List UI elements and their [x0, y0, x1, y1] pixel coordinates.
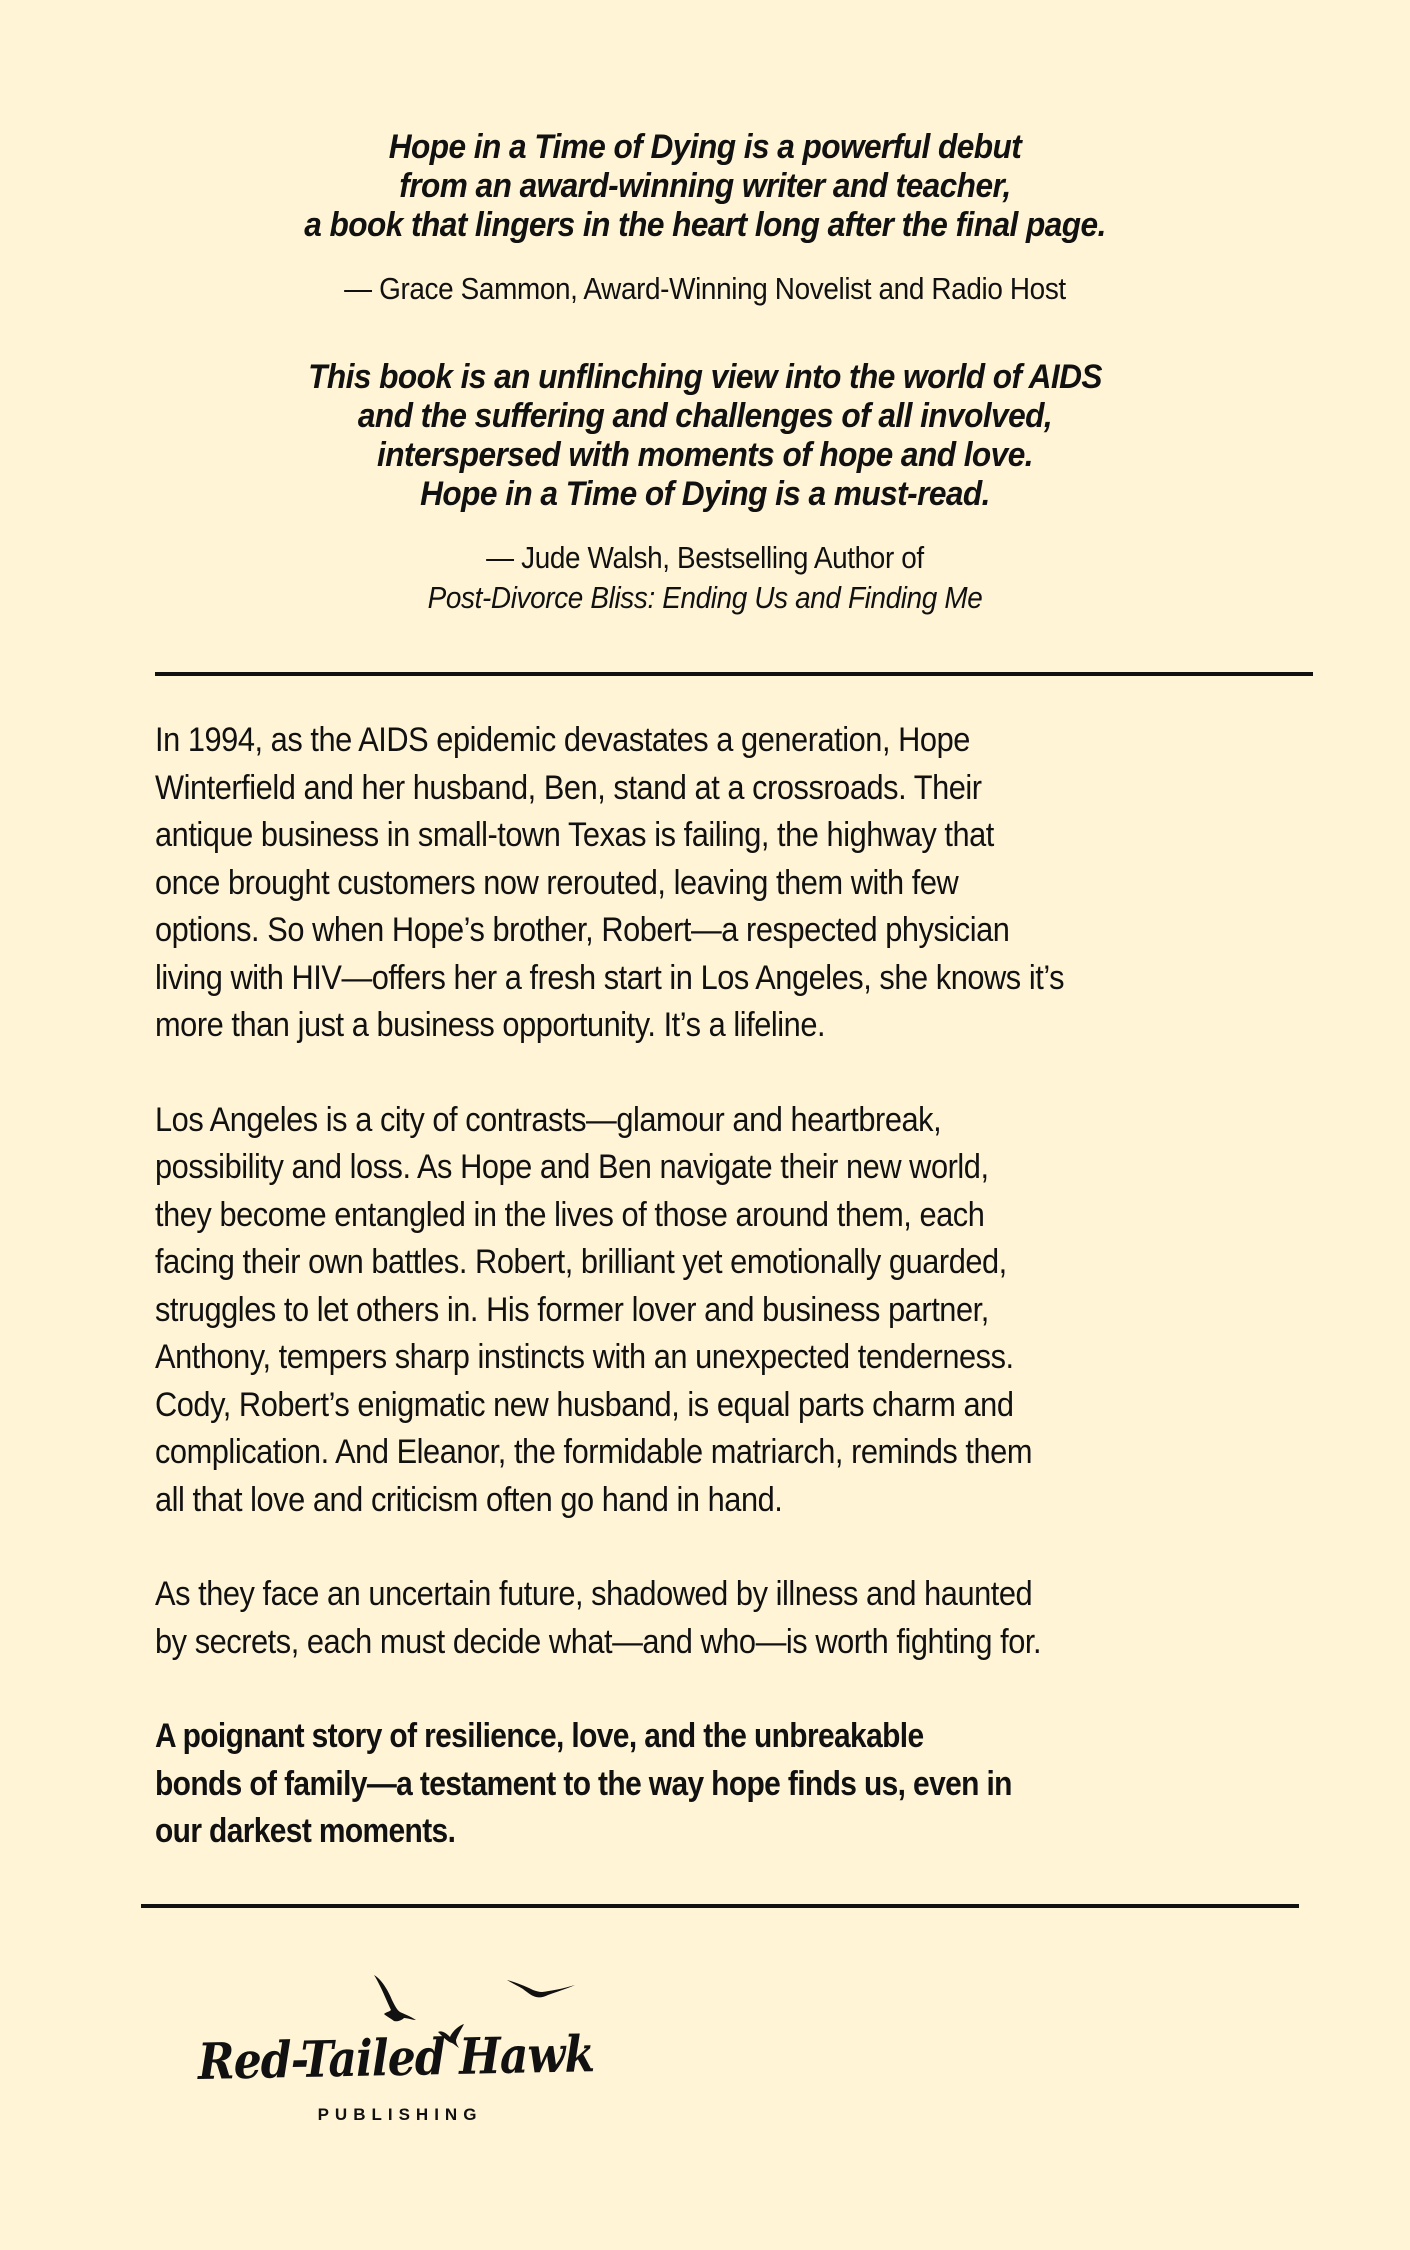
- endorsement-attribution: [71, 269, 1340, 309]
- publisher-imprint: PUBLISHING: [317, 2105, 483, 2124]
- endorsement-quote: [49, 358, 1360, 514]
- text-line: A poignant story of resilience, love, and the unbreakable: [155, 1717, 924, 1755]
- endorsement-2: [0, 358, 1410, 618]
- text-line: As they face an uncertain future, shadowed by illness and haunted: [155, 1575, 1033, 1613]
- description-paragraph-3: [155, 1571, 1241, 1666]
- endorsement-quote: [49, 128, 1360, 245]
- quote-line: a book that lingers in the heart long after the final page.: [304, 206, 1106, 244]
- text-line: options. So when Hope’s brother, Robert—a respected physician: [155, 911, 1010, 949]
- publisher-name: Red-Tailed Hawk: [197, 2024, 595, 2091]
- quote-line: from an award-winning writer and teacher,: [399, 167, 1011, 205]
- endorsement-attribution: [71, 538, 1340, 618]
- quote-line: Hope in a Time of Dying is a powerful debut: [388, 128, 1022, 166]
- text-line: antique business in small-town Texas is failing, the highway that: [155, 816, 994, 854]
- text-line: Anthony, tempers sharp instincts with an unexpected tenderness.: [155, 1338, 1014, 1376]
- quote-line: This book is an unflinching view into the world of AIDS: [308, 358, 1102, 396]
- publisher-logo: [180, 1960, 600, 2140]
- text-line: all that love and criticism often go hand in hand.: [155, 1480, 783, 1519]
- text-line: living with HIV—offers her a fresh start in Los Angeles, she knows it’s: [155, 958, 1065, 997]
- quote-line: and the suffering and challenges of all involved,: [357, 397, 1053, 435]
- text-line: facing their own battles. Robert, brilliant yet emotionally guarded,: [155, 1243, 1007, 1281]
- divider-bottom: [141, 1904, 1299, 1908]
- endorsement-1: [0, 128, 1410, 309]
- attribution-line: — Jude Walsh, Bestselling Author of: [486, 540, 924, 575]
- text-line: complication. And Eleanor, the formidable matriarch, reminds them: [155, 1433, 1033, 1471]
- description-paragraph-1: [155, 717, 1241, 1050]
- quote-line: interspersed with moments of hope and love.: [377, 436, 1033, 474]
- text-line: bonds of family—a testament to the way hope finds us, even in: [155, 1764, 1012, 1803]
- text-line: In 1994, as the AIDS epidemic devastates a generation, Hope: [155, 721, 970, 759]
- divider-top: [155, 672, 1313, 676]
- hawk-large-icon: [374, 1975, 416, 2021]
- description-paragraph-2: [155, 1097, 1241, 1525]
- hawk-gliding-icon: [507, 1980, 575, 1997]
- book-description: [155, 717, 1355, 1903]
- attribution-book-title: Post-Divorce Bliss: Ending Us and Finding Me: [427, 580, 983, 615]
- text-line: Los Angeles is a city of contrasts—glamour and heartbreak,: [155, 1100, 942, 1139]
- text-line: by secrets, each must decide what—and who—is worth fighting for.: [155, 1622, 1042, 1661]
- text-line: our darkest moments.: [155, 1812, 456, 1850]
- text-line: they become entangled in the lives of those around them, each: [155, 1195, 985, 1234]
- text-line: Winterfield and her husband, Ben, stand at a crossroads. Their: [155, 768, 982, 807]
- text-line: possibility and loss. As Hope and Ben navigate their new world,: [155, 1148, 989, 1186]
- text-line: once brought customers now rerouted, leaving them with few: [155, 863, 959, 902]
- attribution-line: — Grace Sammon, Award-Winning Novelist and Radio Host: [344, 271, 1066, 306]
- text-line: more than just a business opportunity. It’s a lifeline.: [155, 1006, 826, 1044]
- quote-line: Hope in a Time of Dying is a must-read.: [420, 475, 990, 513]
- closing-tagline: [155, 1713, 1211, 1856]
- text-line: struggles to let others in. His former lover and business partner,: [155, 1290, 989, 1329]
- text-line: Cody, Robert’s enigmatic new husband, is equal parts charm and: [155, 1385, 1014, 1424]
